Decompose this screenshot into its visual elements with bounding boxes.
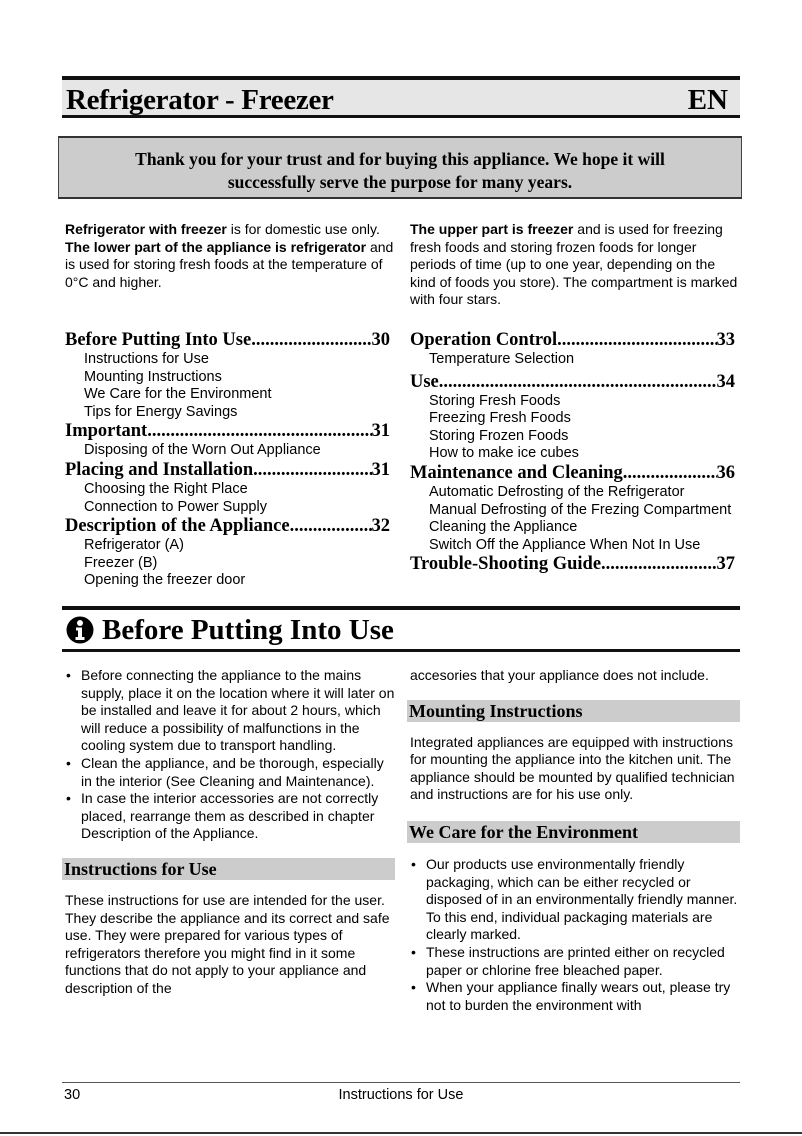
toc-title: Use <box>410 371 439 392</box>
toc-title: Important <box>65 421 148 442</box>
body-right-column <box>410 667 740 1014</box>
toc-left <box>65 330 390 590</box>
toc-subitem[interactable]: Cleaning the Appliance <box>429 519 578 536</box>
continued-paragraph: accesories that your appliance does not include. <box>410 667 709 683</box>
toc-entry[interactable] <box>65 330 390 351</box>
subheading-mounting-instructions: Mounting Instructions <box>407 700 740 722</box>
footer-title: Instructions for Use <box>338 1087 464 1103</box>
toc-page: 36 <box>716 462 735 483</box>
document-title: Refrigerator - Freezer <box>66 84 334 116</box>
toc-page: 31 <box>371 421 390 442</box>
thank-you-line-1: Thank you for your trust and for buying this appliance. We hope it will <box>135 149 665 169</box>
intro-para-3 <box>410 221 740 309</box>
toc-subitem[interactable]: Storing Fresh Foods <box>429 392 561 409</box>
info-icon <box>66 616 94 644</box>
toc-subitem[interactable]: Freezing Fresh Foods <box>429 410 571 427</box>
toc-page: 37 <box>716 554 735 575</box>
mounting-paragraph: Integrated appliances are equipped with instructions for mounting the appliance into the kitchen unit. The appliance should be mounted by qualified technician and instructions are for his use only. <box>410 733 735 803</box>
toc-right <box>410 330 735 575</box>
body-left-column <box>65 667 395 998</box>
toc-title: Placing and Installation <box>65 459 254 480</box>
toc-subitem[interactable]: Connection to Power Supply <box>84 498 267 515</box>
toc-leader <box>253 460 371 481</box>
bullet-item: • Clean the appliance, and be thorough, especially in the interior (See Cleaning and Maintenance). <box>65 755 395 790</box>
toc-entry[interactable] <box>65 460 390 481</box>
bullet-item: • In case the interior accessories are not correctly placed, rearrange them as described in chapter Description of the Appliance. <box>65 790 395 843</box>
toc-subitem[interactable]: Instructions for Use <box>84 351 209 367</box>
intro-text: and is used for freezing fresh foods and storing frozen foods for longer periods of time (up to one year, depending on the kind of foods you store). The compartment is marked with four stars. <box>410 221 738 307</box>
section-title-bar <box>62 606 740 652</box>
toc-entry[interactable] <box>410 330 735 351</box>
intro-para-1 <box>65 221 395 239</box>
toc-title: Operation Control <box>410 330 558 350</box>
toc-title: Maintenance and Cleaning <box>410 462 623 483</box>
section-title: Before Putting Into Use <box>102 614 394 646</box>
toc-subitem[interactable]: Tips for Energy Savings <box>84 403 238 420</box>
instructions-paragraph: These instructions for use are intended for the user. They describe the appliance and its correct and safe use. They were prepared for various types of refrigerators therefore you might find in it some functions that do not apply to your appliance and description of the <box>65 891 390 996</box>
bullet-item: • These instructions are printed either on recycled paper or chlorine free bleached paper. <box>410 944 740 979</box>
toc-subitem[interactable]: Automatic Defrosting of the Refrigerator <box>429 483 685 500</box>
toc-leader <box>601 554 716 575</box>
toc-entry[interactable] <box>65 516 390 537</box>
toc-subitem[interactable]: We Care for the Environment <box>84 386 272 403</box>
toc-subitem[interactable]: Mounting Instructions <box>84 368 222 385</box>
subheading-environment: We Care for the Environment <box>407 821 740 843</box>
intro-bold: The lower part of the appliance is refrigerator <box>65 238 367 255</box>
intro-right <box>410 221 740 309</box>
toc-subitem[interactable]: How to make ice cubes <box>429 445 579 462</box>
bullet-item: • Our products use environmentally friendly packaging, which can be either recycled or disposed of in an environmentally friendly manner. To this end, individual packaging materials are clearly marked. <box>410 856 740 944</box>
page-edge <box>0 1132 802 1134</box>
toc-subitem[interactable]: Switch Off the Appliance When Not In Use <box>429 536 701 553</box>
toc-page: 30 <box>371 330 390 350</box>
toc-title: Trouble-Shooting Guide <box>410 554 602 575</box>
document-header <box>62 76 740 118</box>
toc-subitem[interactable]: Temperature Selection <box>429 351 575 367</box>
toc-entry[interactable] <box>410 372 735 393</box>
toc-entry[interactable] <box>410 463 735 484</box>
toc-leader <box>557 330 716 351</box>
intro-text: and is used for storing fresh foods at the temperature of 0°C and higher. <box>65 238 394 290</box>
toc-entry[interactable] <box>410 554 735 575</box>
footer-divider <box>62 1082 740 1083</box>
toc-leader <box>290 516 372 537</box>
intro-text: is for domestic use only. <box>226 221 380 237</box>
intro-bold: The upper part is freezer <box>410 221 574 237</box>
toc-page: 31 <box>371 459 390 480</box>
toc-title: Description of the Appliance <box>65 516 290 537</box>
environment-bullet-list <box>410 856 740 1014</box>
toc-page: 32 <box>371 516 390 537</box>
toc-leader <box>439 372 717 393</box>
toc-subitem[interactable]: Disposing of the Worn Out Appliance <box>84 442 321 459</box>
intro-para-2 <box>65 239 395 292</box>
toc-subitem[interactable]: Freezer (B) <box>84 554 158 571</box>
toc-entry[interactable] <box>65 421 390 442</box>
toc-subitem[interactable]: Choosing the Right Place <box>84 480 248 497</box>
toc-leader <box>147 421 371 442</box>
toc-leader <box>251 330 371 351</box>
toc-title: Before Putting Into Use <box>65 330 252 350</box>
toc-subitem[interactable]: Manual Defrosting of the Frezing Compartment <box>429 501 732 518</box>
toc-subitem[interactable]: Storing Frozen Foods <box>429 427 569 444</box>
page-number: 30 <box>64 1087 81 1103</box>
toc-page: 33 <box>716 330 735 350</box>
toc-page: 34 <box>716 371 735 392</box>
toc-leader <box>623 463 717 484</box>
subheading-instructions-for-use: Instructions for Use <box>62 858 395 880</box>
toc-subitem[interactable]: Opening the freezer door <box>84 572 246 589</box>
bullet-item: • Before connecting the appliance to the mains supply, place it on the location where it will later on be installed and leave it for about 2 hours, which will reduce a possibility of malfunctions in the cooling system due to transport handling. <box>65 667 395 755</box>
thank-you-box <box>58 136 742 199</box>
thank-you-line-2: successfully serve the purpose for many years. <box>227 172 573 192</box>
bullet-item: • When your appliance finally wears out, please try not to burden the environment with <box>410 979 740 1014</box>
language-code: EN <box>687 84 728 116</box>
toc-subitem[interactable]: Refrigerator (A) <box>84 537 184 554</box>
prep-bullet-list <box>65 667 395 843</box>
intro-bold: Refrigerator with freezer <box>65 221 227 237</box>
intro-left <box>65 221 395 291</box>
